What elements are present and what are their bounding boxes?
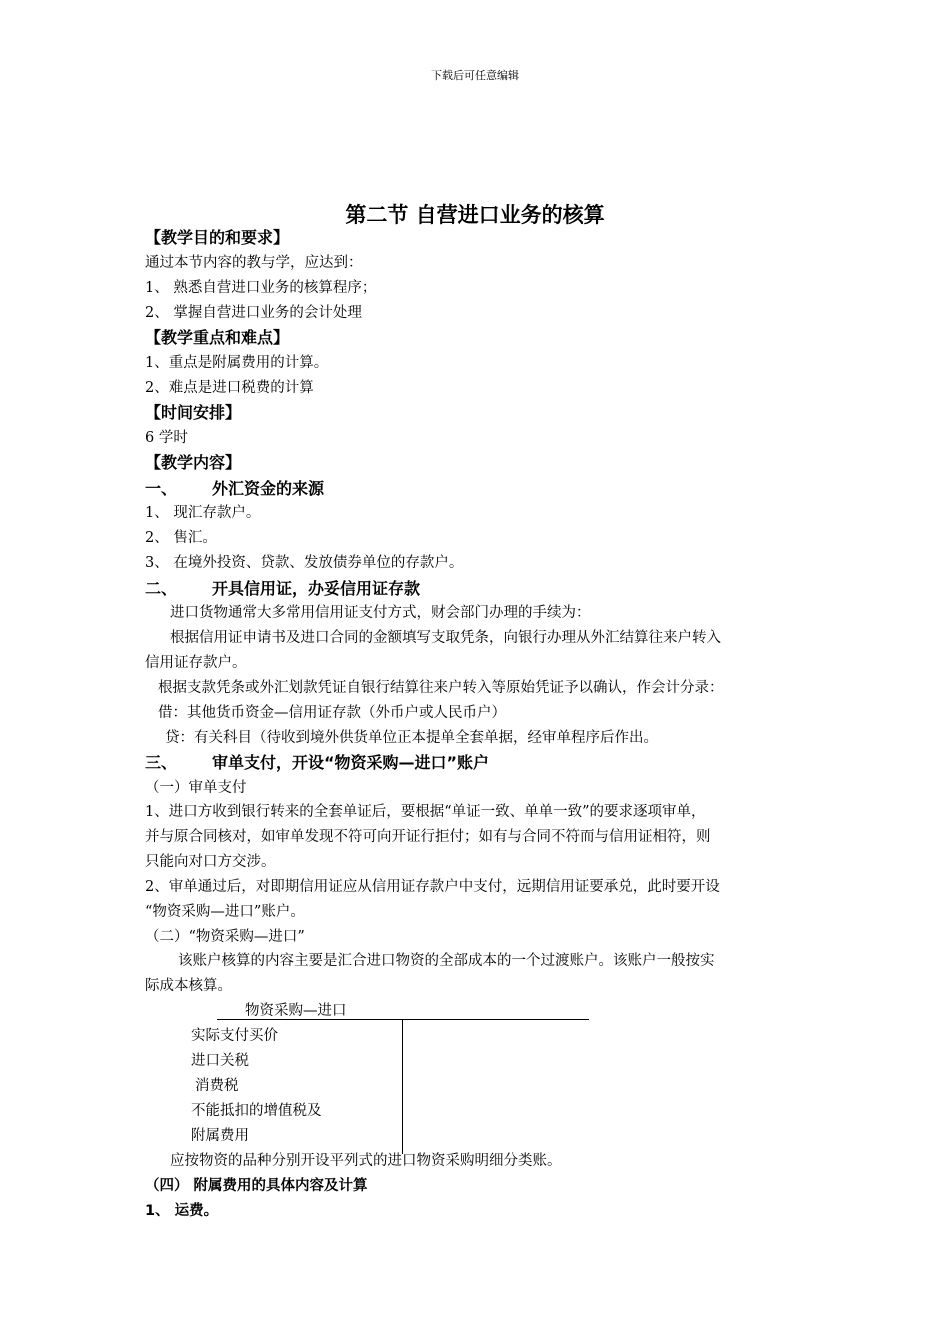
part3-subheading-2: （二）“物资采购—进口” xyxy=(145,929,305,945)
part4-heading: （四） 附属费用的具体内容及计算 xyxy=(145,1178,368,1194)
objectives-intro: 通过本节内容的教与学，应达到： xyxy=(145,255,363,271)
schedule-text: 6 学时 xyxy=(145,430,188,446)
part2-paragraph-2-line-1: 根据信用证申请书及进口合同的金额填写支取凭条，向银行办理从外汇结算往来户转入 xyxy=(170,630,721,646)
section-heading-objectives: 【教学目的和要求】 xyxy=(145,228,290,247)
part1-title: 外汇资金的来源 xyxy=(212,479,325,498)
part2-debit-entry: 借：其他货币资金—信用证存款（外币户或人民币户） xyxy=(158,705,506,721)
part4-item-1: 1、 运费。 xyxy=(145,1203,219,1219)
part3-subheading-1: （一）审单支付 xyxy=(145,780,247,796)
part3-paragraph-1-line-2: 并与原合同核对，如审单发现不符可向开证行拒付；如有与合同不符而与信用证相符，则 xyxy=(145,829,711,845)
part3-paragraph-1-line-1: 1、进口方收到银行转来的全套单证后，要根据“单证一致、单单一致”的要求逐项审单， xyxy=(145,804,706,820)
part2-title: 开具信用证，办妥信用证存款 xyxy=(212,579,421,598)
part2-paragraph-2-line-2: 信用证存款户。 xyxy=(145,655,247,671)
part1-item-2: 2、 售汇。 xyxy=(145,530,217,546)
part2-number: 二、 xyxy=(145,579,178,598)
part3-paragraph-4: 应按物资的品种分别开设平列式的进口物资采购明细分类账。 xyxy=(170,1153,562,1169)
t-account-vertical-rule xyxy=(402,1019,403,1154)
section-heading-content: 【教学内容】 xyxy=(145,453,242,472)
t-account-debit-item: 消费税 xyxy=(195,1078,239,1094)
t-account-debit-item: 进口关税 xyxy=(191,1053,249,1069)
part3-paragraph-3-line-2: 际成本核算。 xyxy=(145,978,232,994)
page-title: 第二节 自营进口业务的核算 xyxy=(345,203,605,227)
part3-paragraph-3-line-1: 该账户核算的内容主要是汇合进口物资的全部成本的一个过渡账户。该账户一般按实 xyxy=(178,953,715,969)
page-header: 下载后可任意编辑 xyxy=(431,69,519,82)
t-account-debit-item: 不能抵扣的增值税及 xyxy=(191,1103,322,1119)
t-account-title: 物资采购—进口 xyxy=(245,1003,347,1019)
part1-number: 一、 xyxy=(145,479,178,498)
section-heading-schedule: 【时间安排】 xyxy=(145,403,242,422)
part2-paragraph-3: 根据支款凭条或外汇划款凭证自银行结算往来户转入等原始凭证予以确认，作会计分录： xyxy=(158,680,724,696)
part3-paragraph-2-line-1: 2、审单通过后，对即期信用证应从信用证存款户中支付，远期信用证要承兑，此时要开设 xyxy=(145,879,720,895)
part1-item-1: 1、 现汇存款户。 xyxy=(145,505,261,521)
t-account-debit-item: 附属费用 xyxy=(191,1128,249,1144)
part2-credit-entry: 贷：有关科目（待收到境外供货单位正本提单全套单据，经审单程序后作出。 xyxy=(165,730,658,746)
objectives-item-2: 2、 掌握自营进口业务的会计处理 xyxy=(145,305,362,321)
objectives-item-1: 1、 熟悉自营进口业务的核算程序； xyxy=(145,280,377,296)
key-point-1: 1、重点是附属费用的计算。 xyxy=(145,355,329,371)
part3-title: 审单支付，开设“物资采购—进口”账户 xyxy=(212,753,490,772)
key-point-2: 2、难点是进口税费的计算 xyxy=(145,380,314,396)
part3-paragraph-2-line-2: “物资采购—进口”账户。 xyxy=(145,904,305,920)
part3-paragraph-1-line-3: 只能向对口方交涉。 xyxy=(145,854,276,870)
part2-paragraph-1: 进口货物通常大多常用信用证支付方式，财会部门办理的手续为： xyxy=(170,605,591,621)
t-account-horizontal-rule xyxy=(217,1019,589,1020)
t-account-debit-item: 实际支付买价 xyxy=(191,1028,278,1044)
part3-number: 三、 xyxy=(145,753,178,772)
part1-item-3: 3、 在境外投资、贷款、发放债券单位的存款户。 xyxy=(145,555,464,571)
section-heading-key-points: 【教学重点和难点】 xyxy=(145,328,290,347)
